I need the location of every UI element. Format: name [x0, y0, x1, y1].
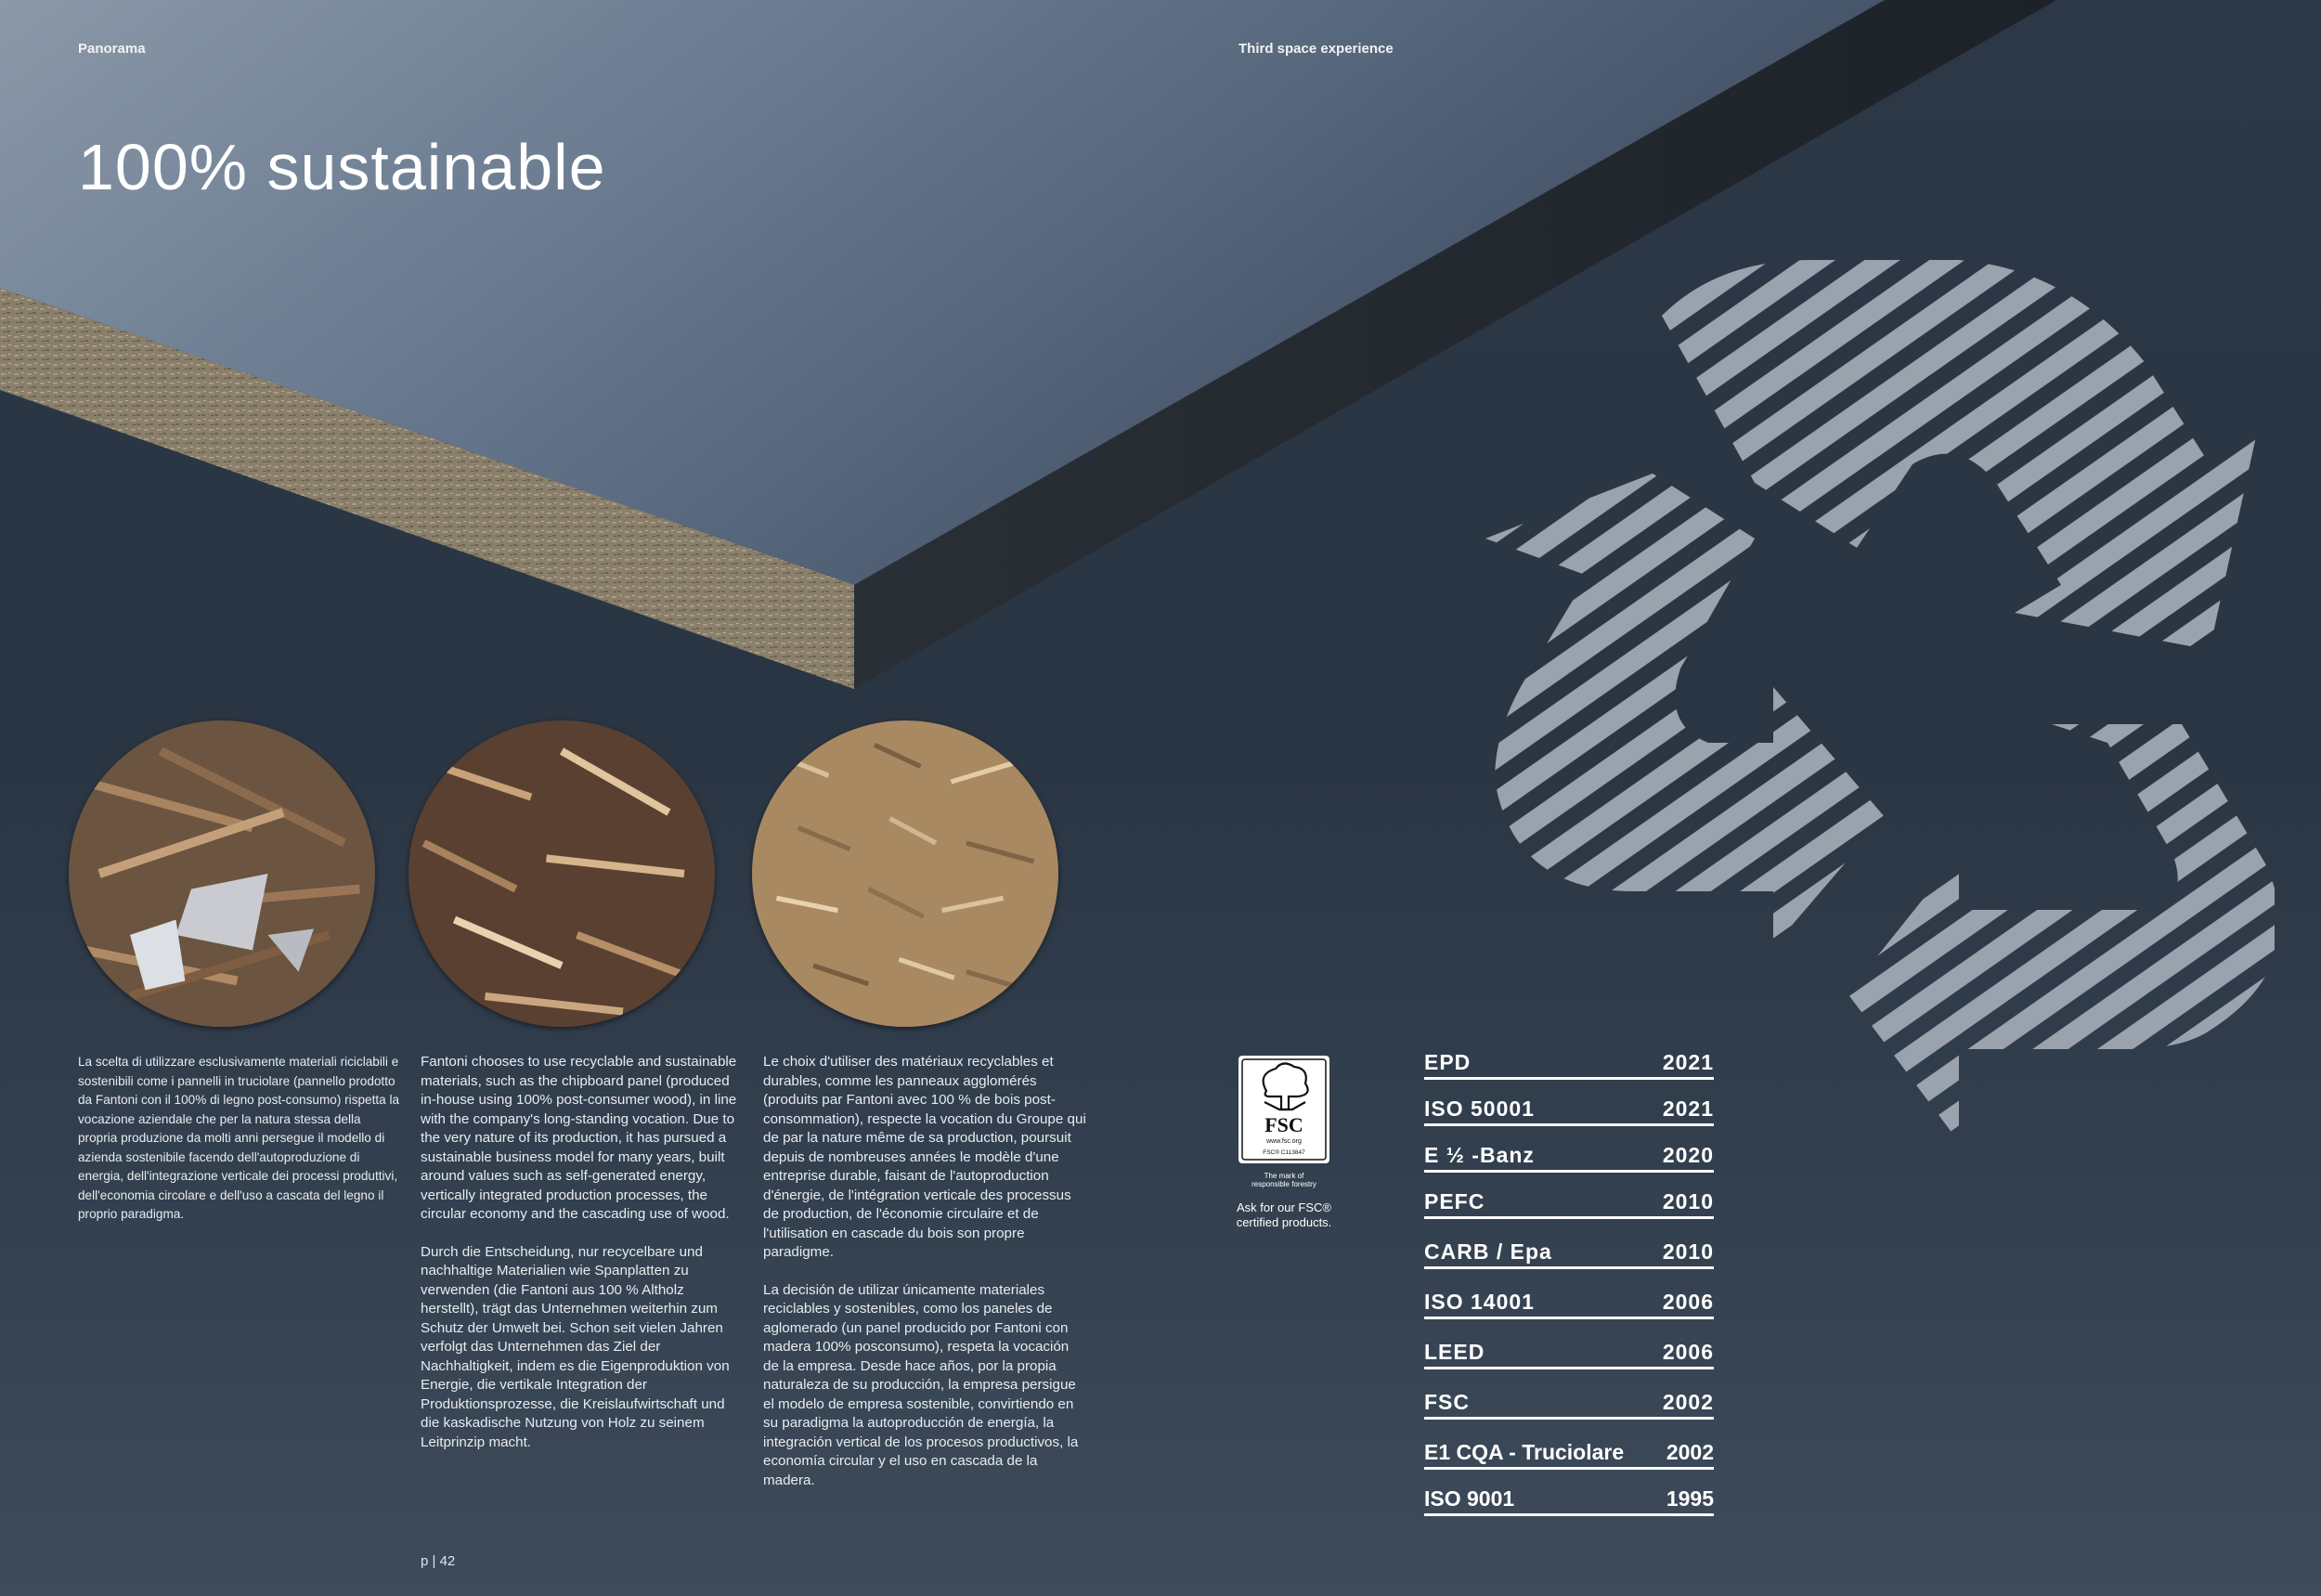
wood-chips-photo	[408, 720, 715, 1027]
fsc-tree-icon	[1238, 1056, 1329, 1163]
cert-row	[1424, 1237, 1714, 1269]
cert-row	[1424, 1437, 1714, 1470]
fsc-logo-text: FSC	[1264, 1113, 1303, 1136]
cert-year: 2021	[1662, 1050, 1714, 1074]
cert-year: 2010	[1662, 1239, 1714, 1264]
paragraph-french-spanish	[763, 1053, 1088, 1509]
cert-year: 2006	[1662, 1340, 1714, 1364]
cert-year: 2002	[1666, 1440, 1714, 1464]
text-en: Fantoni chooses to use recyclable and sustainable materials, such as the chipboard panel (produced in-house using 100% post-consumer wood), in line with the company's long-standing vocation. Due to the very nature of its production, it has pursued a sustainable business model for many years, built around values such as self-generated energy, vertically integrated production processes, the circular economy and the cascading use of wood.	[421, 1054, 737, 1222]
fsc-logo	[1238, 1056, 1329, 1163]
fsc-mark-line1: The mark of	[1264, 1172, 1304, 1180]
cert-row	[1424, 1287, 1714, 1319]
fsc-code: FSC® C113847	[1263, 1149, 1305, 1156]
cert-row	[1424, 1047, 1714, 1080]
fsc-ask-line2: certified products.	[1236, 1215, 1332, 1229]
cert-year: 2010	[1662, 1189, 1714, 1213]
cert-name: LEED	[1424, 1340, 1485, 1364]
cert-name: ISO 9001	[1424, 1486, 1515, 1511]
cert-name: ISO 14001	[1424, 1290, 1535, 1314]
cert-name: E ½ -Banz	[1424, 1143, 1535, 1167]
wood-waste-photo	[69, 720, 375, 1027]
cert-year: 1995	[1666, 1486, 1714, 1511]
fsc-ask-caption	[1207, 1200, 1361, 1230]
fsc-mark-line2: responsible forestry	[1251, 1180, 1316, 1188]
paragraph-italian	[78, 1053, 403, 1243]
cert-row	[1424, 1094, 1714, 1126]
cert-row	[1424, 1484, 1714, 1516]
paragraph-english-german	[421, 1053, 746, 1471]
cert-year: 2002	[1662, 1390, 1714, 1414]
fsc-ask-line1: Ask for our FSC®	[1236, 1200, 1332, 1214]
cert-row	[1424, 1387, 1714, 1420]
cert-row	[1424, 1187, 1714, 1219]
sawdust-photo	[752, 720, 1058, 1027]
cert-year: 2006	[1662, 1290, 1714, 1314]
text-es: La decisión de utilizar únicamente materiales reciclables y sostenibles, como los paneles de aglomerado (un panel producido por Fantoni con madera 100% posconsumo), respeta la vocación de la empresa. Desde hace años, por la propia naturaleza de su producción, la empresa persigue el modelo de empresa sostenible, convirtiendo en su paradigma la autoproducción de energía, la integración vertical de los procesos productivos, la economía circular y el uso en cascada de la madera.	[763, 1281, 1079, 1488]
cert-row	[1424, 1140, 1714, 1173]
cert-name: FSC	[1424, 1390, 1470, 1414]
cert-name: PEFC	[1424, 1189, 1485, 1213]
text-it: La scelta di utilizzare esclusivamente materiali riciclabili e sostenibili come i pannelli in truciolare (pannello prodotto da Fantoni con il 100% di legno post-consumo) rispetta la vocazione aziendale che per la natura stessa della propria produzione da molti anni persegue il modello di azienda sostenibile facendo dell'autoproduzione di energia, dell'integrazione verticale dei processi produttivi, dell'economia circolare e dell'uso a cascata del legno il proprio paradigma.	[78, 1055, 400, 1221]
text-de: Durch die Entscheidung, nur recycelbare und nachhaltige Materialien wie Spanplatten zu verwenden (die Fantoni aus 100 % Altholz herstellt), trägt das Unternehmen weiterhin zum Schutz der Umwelt bei. Schon seit vielen Jahren verfolgt das Unternehmen das Ziel der Nachhaltigkeit, indem es die Eigenproduktion von Energie, die vertikale Integration der Produktionsprozesse, die Kreislaufwirtschaft und die kaskadische Nutzung von Holz zu seinem Leitprinzip macht.	[421, 1243, 730, 1450]
cert-year: 2020	[1662, 1143, 1714, 1167]
text-fr: Le choix d'utiliser des matériaux recyclables et durables, comme les panneaux agglomérés (produits par Fantoni avec 100 % de bois post-consommation), respecte la vocation du Groupe qui de par la nature même de sa production, poursuit depuis de nombreuses années le modèle d'une entreprise durable, faisant de l'autoproduction d'énergie, de l'intégration verticale des processus de production, de l'économie circulaire et de l'utilisation en cascade du bois son propre paradigme.	[763, 1054, 1086, 1260]
recycle-symbol-icon	[1476, 260, 2275, 1142]
page-number: p | 42	[421, 1553, 456, 1569]
cert-year: 2021	[1662, 1096, 1714, 1121]
certifications-list	[1424, 1047, 1714, 1516]
fsc-mark-caption	[1207, 1172, 1361, 1188]
cert-row	[1424, 1337, 1714, 1369]
cert-name: ISO 50001	[1424, 1096, 1535, 1121]
cert-name: E1 CQA - Truciolare	[1424, 1440, 1625, 1464]
cert-name: CARB / Epa	[1424, 1239, 1552, 1264]
section-header-right: Third space experience	[1238, 41, 1394, 57]
fsc-url: www.fsc.org	[1266, 1138, 1302, 1145]
section-header-left: Panorama	[78, 41, 146, 57]
page-title: 100% sustainable	[78, 131, 606, 203]
cert-name: EPD	[1424, 1050, 1472, 1074]
